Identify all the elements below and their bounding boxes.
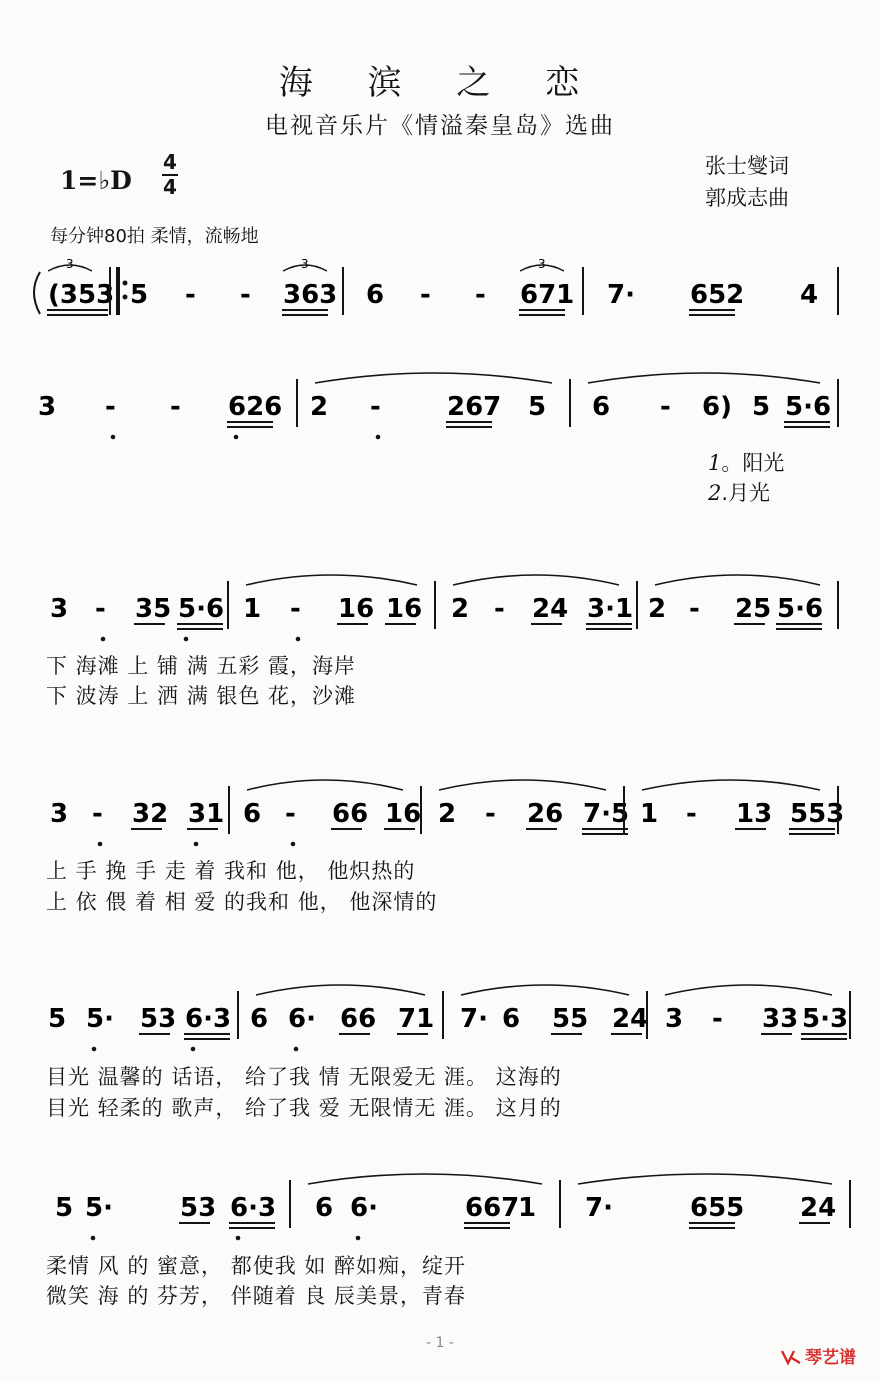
note: 5·6 [178, 594, 225, 624]
verse-label-2: 2.月光 [708, 481, 771, 505]
note: 5 [130, 280, 149, 310]
song-title: 海 滨 之 恋 [278, 63, 602, 103]
note: 16 [338, 594, 375, 624]
note: 2 [438, 799, 457, 829]
note: 5·6 [777, 594, 824, 624]
note: 5· [85, 1193, 113, 1223]
note: 53 [180, 1193, 217, 1223]
octave-dot [191, 1047, 196, 1052]
note: - [92, 799, 103, 829]
note: 6· [288, 1004, 316, 1034]
octave-dot [296, 637, 301, 642]
note: 6 [315, 1193, 334, 1223]
note: 3 [38, 392, 57, 422]
note: - [712, 1004, 723, 1034]
slur [315, 373, 552, 383]
note: 5· [86, 1004, 114, 1034]
note: 3 [50, 799, 69, 829]
note: 5 [55, 1193, 74, 1223]
slur [308, 1174, 542, 1184]
note: 3 [50, 594, 69, 624]
watermark-logo: 琴艺谱 [780, 1343, 856, 1368]
note: 5·3 [802, 1004, 849, 1034]
lyricist: 张士燮词 [705, 154, 789, 178]
note: (353 [48, 280, 115, 310]
note: 24 [612, 1004, 649, 1034]
row6-lyrics-verse1: 柔情 风 的 蜜意， 都使我 如 醉如痴，绽开 [46, 1254, 467, 1278]
slur [439, 780, 606, 790]
octave-dot [111, 435, 116, 440]
note: 4 [800, 280, 819, 310]
row6-lyrics-verse2: 微笑 海 的 芬芳， 伴随着 良 辰美景，青春 [46, 1284, 467, 1308]
note: 655 [690, 1193, 745, 1223]
row5-lyrics-verse2: 目光 轻柔的 歌声， 给了我 爱 无限情无 涯。 这月的 [46, 1096, 562, 1120]
octave-dot [294, 1047, 299, 1052]
note: 553 [790, 799, 845, 829]
repeat-dot [123, 281, 128, 286]
octave-dot [92, 1047, 97, 1052]
note: - [95, 594, 106, 624]
slur [578, 1174, 832, 1184]
note: 55 [552, 1004, 589, 1034]
note: 626 [228, 392, 283, 422]
note: 24 [800, 1193, 837, 1223]
octave-dot [101, 637, 106, 642]
note: 53 [140, 1004, 177, 1034]
note: 6) [702, 392, 732, 422]
octave-dot [236, 1236, 241, 1241]
note: 16 [385, 799, 422, 829]
note: 2 [310, 392, 329, 422]
octave-dot [184, 637, 189, 642]
octave-dot [376, 435, 381, 440]
note: 5 [528, 392, 547, 422]
triplet-number: 3 [66, 257, 74, 271]
note: 6 [250, 1004, 269, 1034]
note: 652 [690, 280, 745, 310]
note: - [494, 594, 505, 624]
note: - [285, 799, 296, 829]
octave-dot [234, 435, 239, 440]
note: 6·3 [185, 1004, 232, 1034]
slur [246, 575, 417, 585]
slur [453, 575, 619, 585]
row3-lyrics-verse2: 下 波涛 上 洒 满 银色 花，沙滩 [46, 684, 357, 708]
note: 1 [640, 799, 659, 829]
note: 6 [502, 1004, 521, 1034]
note: - [185, 280, 196, 310]
note: - [689, 594, 700, 624]
note: 16 [386, 594, 423, 624]
note: 71 [398, 1004, 435, 1034]
repeat-dot [123, 295, 128, 300]
row4-lyrics-verse2: 上 依 偎 着 相 爱 的我和 他， 他深情的 [46, 890, 438, 914]
verse-label-1: 1。阳光 [708, 451, 785, 475]
note: 6·3 [230, 1193, 277, 1223]
note: - [170, 392, 181, 422]
row5-lyrics-verse1: 目光 温馨的 话语， 给了我 情 无限爱无 涯。 这海的 [46, 1065, 562, 1089]
note: - [660, 392, 671, 422]
row4-lyrics-verse1: 上 手 挽 手 走 着 我和 他， 他炽热的 [46, 859, 416, 883]
note: 7· [607, 280, 635, 310]
watermark-icon [780, 1348, 802, 1366]
note: 2 [451, 594, 470, 624]
note: - [240, 280, 251, 310]
note: 7· [585, 1193, 613, 1223]
note: 24 [532, 594, 569, 624]
note: 267 [447, 392, 502, 422]
note: 3·1 [587, 594, 634, 624]
note: 6 [243, 799, 262, 829]
note: 2 [648, 594, 667, 624]
slur [655, 575, 820, 585]
key-signature: 1=♭D [60, 166, 132, 195]
note: - [370, 392, 381, 422]
opening-paren [34, 272, 40, 314]
note: - [485, 799, 496, 829]
tempo-marking: 每分钟80拍 柔情，流畅地 [50, 226, 259, 247]
note: 6 [366, 280, 385, 310]
note: - [686, 799, 697, 829]
meter-bottom: 4 [163, 175, 177, 199]
page-number: - 1 - [426, 1335, 454, 1351]
octave-dot [194, 842, 199, 847]
slur [642, 780, 820, 790]
note: 35 [135, 594, 172, 624]
note: 6· [350, 1193, 378, 1223]
note: 1 [518, 1193, 537, 1223]
note: 1 [243, 594, 262, 624]
note: 5 [48, 1004, 67, 1034]
octave-dot [291, 842, 296, 847]
row3-lyrics-verse1: 下 海滩 上 铺 满 五彩 霞，海岸 [46, 654, 357, 678]
slur [588, 373, 820, 383]
triplet-number: 3 [538, 257, 546, 271]
composer: 郭成志曲 [705, 186, 789, 210]
note: - [290, 594, 301, 624]
note: 31 [188, 799, 225, 829]
note: 32 [132, 799, 169, 829]
note: 25 [735, 594, 772, 624]
note: 7· [460, 1004, 488, 1034]
triplet-number: 3 [301, 257, 309, 271]
note: - [475, 280, 486, 310]
slur [247, 780, 403, 790]
note: - [420, 280, 431, 310]
song-subtitle: 电视音乐片《情溢秦皇岛》选曲 [265, 113, 615, 139]
note: 3 [665, 1004, 684, 1034]
note: 7·5 [583, 799, 630, 829]
slur [461, 985, 629, 995]
meter-top: 4 [163, 150, 177, 174]
note: 671 [520, 280, 575, 310]
note: 5·6 [785, 392, 832, 422]
note: - [105, 392, 116, 422]
note: 363 [283, 280, 338, 310]
note: 667 [465, 1193, 520, 1223]
slur [256, 985, 425, 995]
note: 6 [592, 392, 611, 422]
note: 5 [752, 392, 771, 422]
note: 33 [762, 1004, 799, 1034]
note: 66 [340, 1004, 377, 1034]
octave-dot [356, 1236, 361, 1241]
octave-dot [91, 1236, 96, 1241]
slur [665, 985, 832, 995]
note: 26 [527, 799, 564, 829]
note: 66 [332, 799, 369, 829]
octave-dot [98, 842, 103, 847]
note: 13 [736, 799, 773, 829]
